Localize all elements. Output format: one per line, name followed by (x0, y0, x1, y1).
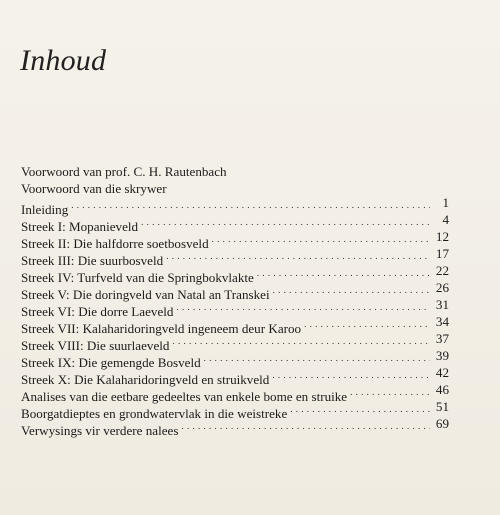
toc-leader-dots (176, 299, 430, 316)
toc-entry-foreword-rautenbach (21, 163, 449, 180)
toc-entry-page: 34 (435, 314, 449, 329)
toc-leader-dots (304, 316, 430, 333)
toc-leader-dots (257, 265, 430, 282)
toc-entry-page: 4 (442, 212, 449, 227)
toc-entry-page: 22 (435, 263, 449, 278)
toc-entry-page: 12 (435, 229, 449, 244)
toc-entry-title: Streek IV: Turfveld van die Springbokvlakte (21, 270, 254, 285)
toc-entry-page: 26 (435, 280, 449, 295)
toc-entry-page: 31 (435, 297, 449, 312)
page-title: Inhoud (20, 44, 107, 77)
toc-entry-title: Voorwoord van die skrywer (21, 181, 167, 196)
toc-leader-dots (212, 231, 430, 248)
toc-entry-title: Streek I: Mopanieveld (21, 219, 139, 234)
toc-entry-page: 39 (435, 348, 449, 363)
toc-leader-dots (141, 214, 430, 231)
toc-leader-dots (350, 384, 430, 401)
toc-entry-title: Streek II: Die halfdorre soetbosveld (21, 236, 209, 251)
toc-entry-page: 69 (435, 416, 449, 431)
toc-leader-dots (172, 333, 430, 350)
toc-entry-title: Boorgatdieptes en grondwatervlak in die weistreke (21, 406, 288, 421)
toc-entry-title: Streek VII: Kalaharidoringveld ingeneem deur Karoo (21, 321, 302, 336)
toc-leader-dots (290, 401, 430, 418)
toc-entry-title: Streek VIII: Die suurlaeveld (21, 338, 170, 353)
toc-entry-title: Streek IX: Die gemengde Bosveld (21, 355, 201, 370)
toc-leader-dots (204, 350, 430, 367)
toc-entry-title: Verwysings vir verdere nalees (21, 423, 179, 438)
toc-entry-title: Analises van die eetbare gedeeltes van enkele bome en struike (21, 389, 348, 404)
toc-leader-dots (273, 282, 430, 299)
toc-entry-page: 1 (442, 195, 449, 210)
toc-entry-title: Streek X: Die Kalaharidoringveld en struikveld (21, 372, 270, 387)
toc-leader-dots (166, 248, 430, 265)
toc-entry-title: Inleiding (21, 202, 69, 217)
toc-entry-introduction (21, 195, 449, 217)
toc-entry-page: 17 (435, 246, 449, 261)
toc-leader-dots (272, 367, 430, 384)
toc-entry-foreword-author (21, 180, 449, 197)
toc-entry-page: 37 (435, 331, 449, 346)
toc-entry-title: Streek III: Die suurbosveld (21, 253, 164, 268)
toc-entry-region-1 (21, 212, 449, 234)
toc-leader-dots (181, 418, 430, 435)
toc-entry-page: 51 (435, 399, 449, 414)
toc-entry-page: 42 (435, 365, 449, 380)
toc-entry-page: 46 (435, 382, 449, 397)
toc-entry-title: Streek VI: Die dorre Laeveld (21, 304, 174, 319)
toc-entry-title: Streek V: Die doringveld van Natal an Transkei (21, 287, 270, 302)
table-of-contents (21, 163, 449, 438)
toc-entry-title: Voorwoord van prof. C. H. Rautenbach (21, 164, 227, 179)
toc-leader-dots (71, 197, 430, 214)
